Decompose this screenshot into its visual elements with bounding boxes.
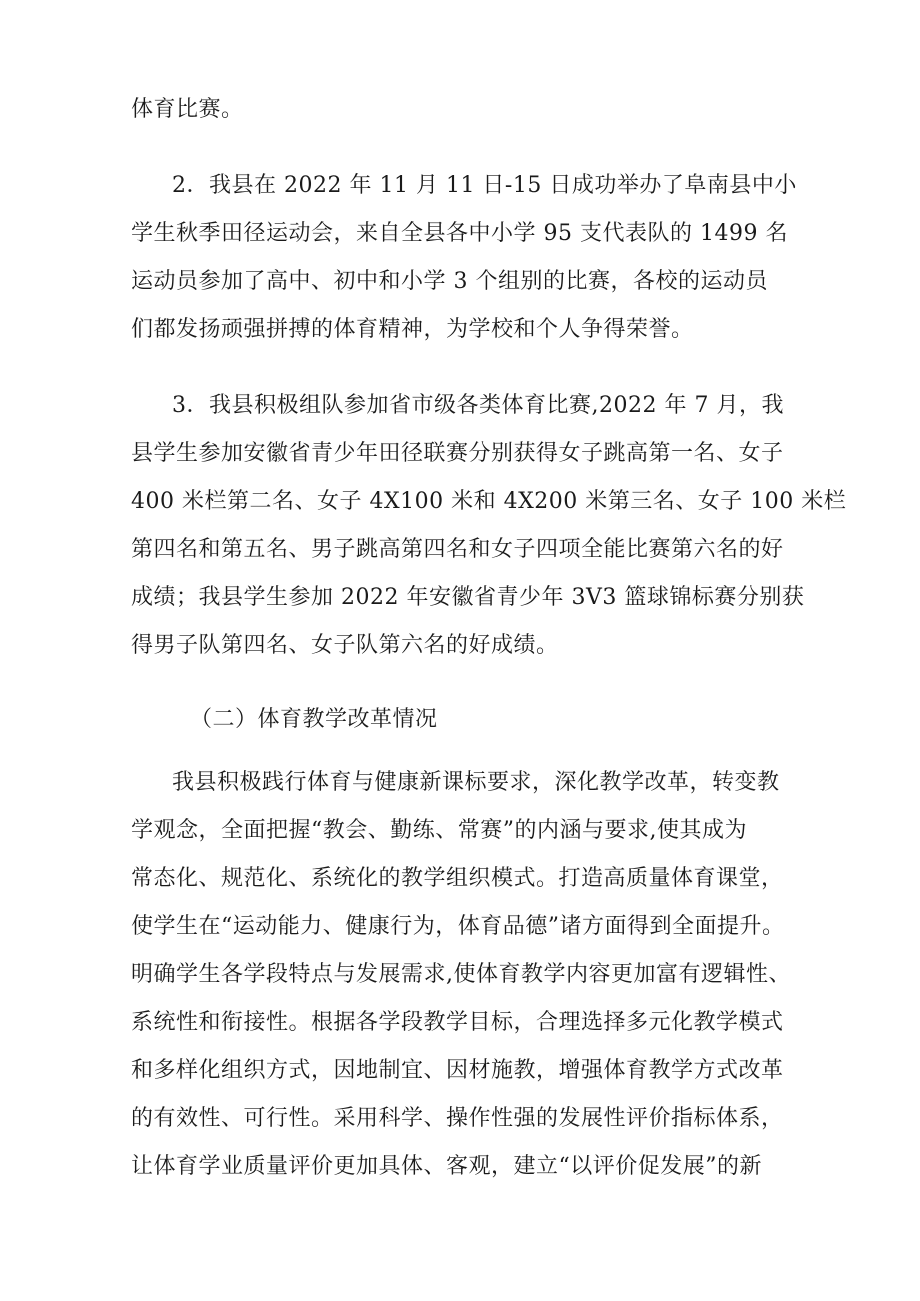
paragraph-line: 们都发扬顽强拼搏的体育精神，为学校和个人争得荣誉。 [131,317,694,342]
paragraph-line: 明确学生各学段特点与发展需求,使体育教学内容更加富有逻辑性、 [131,962,791,987]
paragraph-line: 体育比赛。 [131,97,244,122]
paragraph-line: 400 米栏第二名、女子 4X100 米和 4X200 米第三名、女子 100 米栏 [131,489,847,514]
paragraph-line: 使学生在“运动能力、健康行为，体育品德”诸方面得到全面提升。 [131,914,785,939]
paragraph-line: 的有效性、可行性。采用科学、操作性强的发展性评价指标体系， [131,1106,784,1131]
paragraph-line: 第四名和第五名、男子跳高第四名和女子四项全能比赛第六名的好 [131,537,784,562]
paragraph-line: 运动员参加了高中、初中和小学 3 个组别的比赛，各校的运动员 [131,269,768,294]
paragraph-line: 县学生参加安徽省青少年田径联赛分别获得女子跳高第一名、女子 [131,441,784,466]
paragraph-line: 2．我县在 2022 年 11 月 11 日-15 日成功举办了阜南县中小 [172,173,797,198]
paragraph-line: 成绩；我县学生参加 2022 年安徽省青少年 3V3 篮球锦标赛分别获 [131,585,805,610]
paragraph-line: 常态化、规范化、系统化的教学组织模式。打造高质量体育课堂， [131,866,784,891]
paragraph-line: 得男子队第四名、女子队第六名的好成绩。 [131,633,559,658]
paragraph-line: 让体育学业质量评价更加具体、客观，建立“以评价促发展”的新 [131,1154,762,1179]
paragraph-line: 我县积极践行体育与健康新课标要求，深化教学改革，转变教 [172,770,780,795]
paragraph-line: 和多样化组织方式，因地制宜、因材施教，增强体育教学方式改革 [131,1058,784,1083]
paragraph-line: 学生秋季田径运动会，来自全县各中小学 95 支代表队的 1499 名 [131,221,788,246]
paragraph-line: 系统性和衔接性。根据各学段教学目标，合理选择多元化教学模式 [131,1010,784,1035]
section-heading: （二）体育教学改革情况 [190,707,438,732]
paragraph-line: 学观念，全面把握“教会、勤练、常赛”的内涵与要求,使其成为 [131,818,747,843]
paragraph-line: 3．我县积极组队参加省市级各类体育比赛,2022 年 7 月，我 [172,393,784,418]
